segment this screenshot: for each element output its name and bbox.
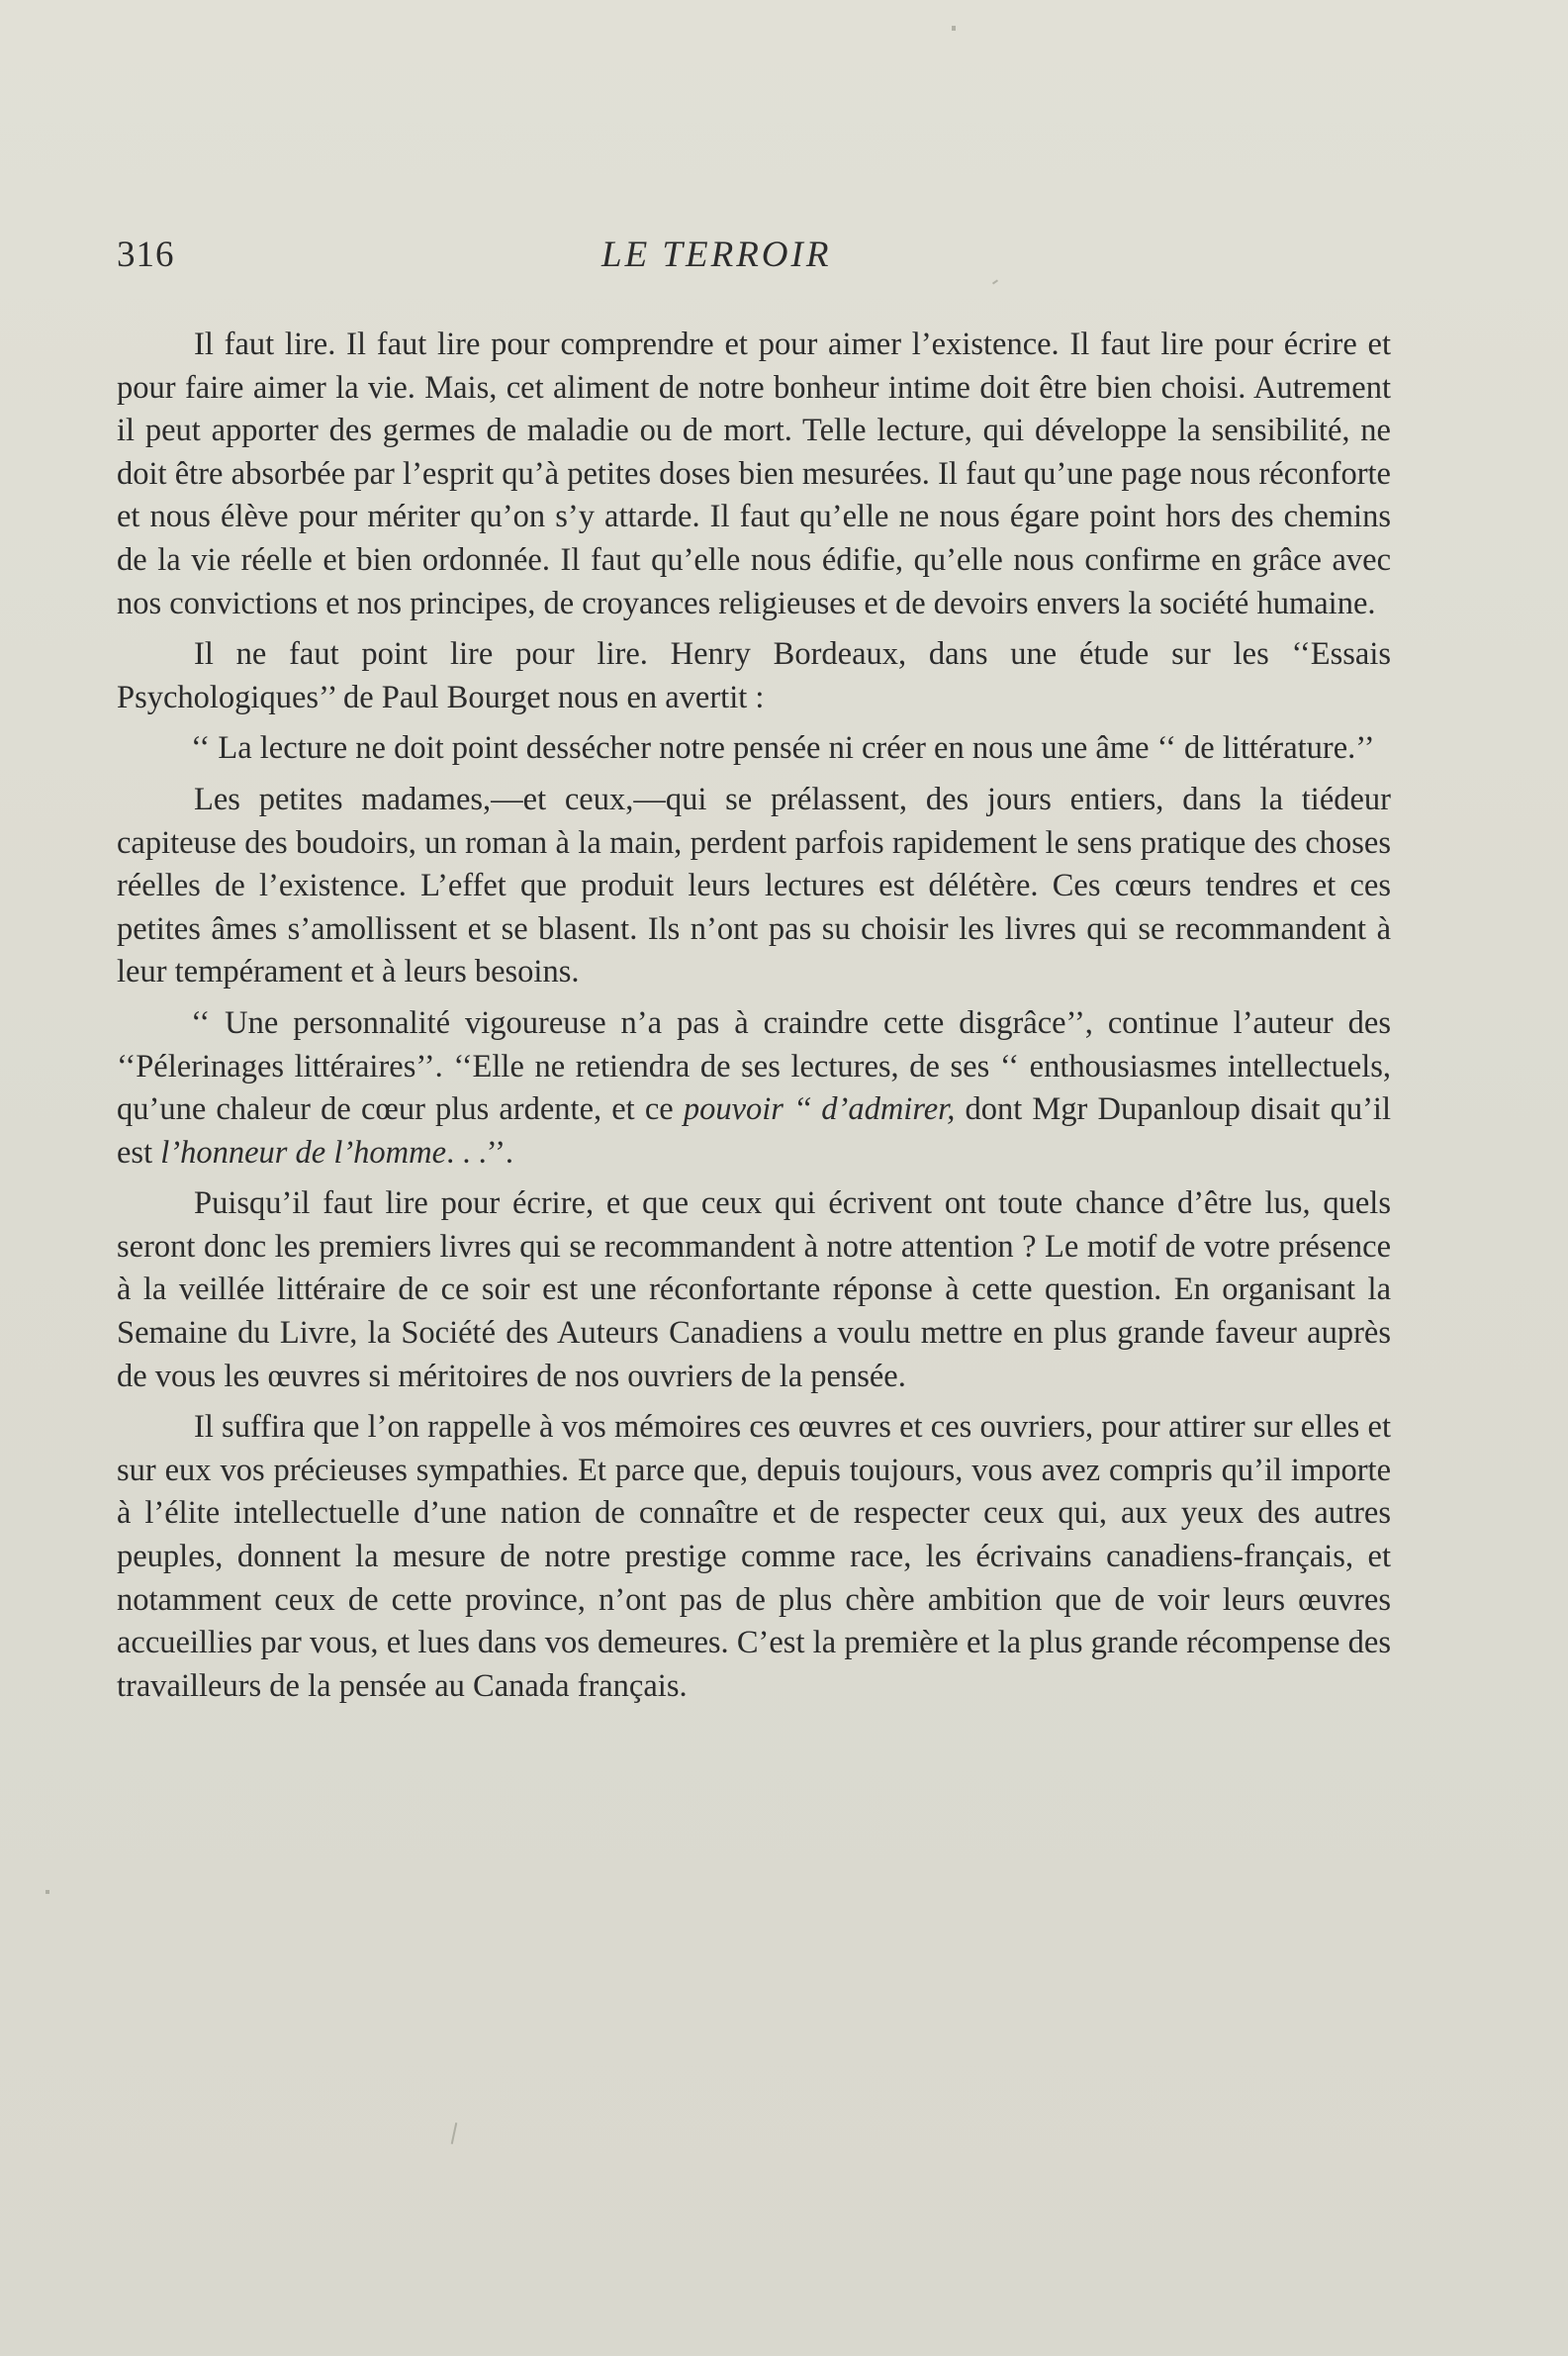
paragraph: Il suffira que l’on rappelle à vos mémoires ces œuvres et ces ouvriers, pour attirer sur elles et sur eux vos précieuses sympathies. Et parce que, depuis toujours, vous avez compris qu’il importe à l’élite intellectuelle d’une nation de connaître et de respecter ceux qui, aux yeux des autres peuples, donnent la mesure de notre prestige comme race, les écrivains canadiens-français, et notamment ceux de cette province, n’ont pas de plus chère ambition que de voir leurs œuvres accueillies par vous, et lues dans vos demeures. C’est la première et la plus grande récompense des travailleurs de la pensée au Canada français.: [117, 1409, 1391, 1704]
page-number: 316: [117, 235, 175, 275]
quote-text: ‘‘ Une personnalité vigoureuse n’a pas à craindre cette disgrâce’’, continue l’auteur des ‘‘Pélerinages littéraires’’. ‘‘Elle ne retiendra de ses lectures, de ses ‘‘ enthousiasmes intellectuels, qu’une chaleur de cœur plus ardente, et ce: [117, 1004, 1391, 1128]
quotation: ‘‘ La lecture ne doit point dessécher notre pensée ni créer en nous une âme ‘‘ de littérature.’’: [191, 730, 1375, 767]
body-text: [117, 324, 1391, 1716]
italic-phrase: l’honneur de l’homme: [160, 1134, 447, 1171]
paper-speck: [46, 1890, 49, 1894]
page-header: [117, 234, 1393, 293]
quote-text: dont Mgr Dupanloup disait qu’il est: [117, 1091, 1391, 1171]
italic-phrase: pouvoir ‘‘ d’admirer,: [683, 1091, 956, 1128]
paragraph: Il ne faut point lire pour lire. Henry Bordeaux, dans une étude sur les ‘‘Essais Psychologiques’’ de Paul Bourget nous en avertit :: [117, 636, 1391, 715]
paper-speck: [451, 2122, 458, 2144]
paragraph: Puisqu’il faut lire pour écrire, et que ceux qui écrivent ont toute chance d’être lus, quels seront donc les premiers livres qui se recommandent à notre attention ? Le motif de votre présence à la veillée littéraire de ce soir est une réconfortante réponse à cette question. En organisant la Semaine du Livre, la Société des Auteurs Canadiens a voulu mettre en plus grande faveur auprès de vous les œuvres si méritoires de nos ouvriers de la pensée.: [117, 1185, 1391, 1394]
paper-speck: [952, 26, 956, 31]
quote-text: . . .’’.: [446, 1134, 514, 1171]
quotation-paragraph: [117, 1002, 1391, 1175]
paragraph: Les petites madames,—et ceux,—qui se prélassent, des jours entiers, dans la tiédeur capiteuse des boudoirs, un roman à la main, perdent parfois rapidement le sens pratique des choses réelles de l’existence. L’effet que produit leurs lectures est délétère. Ces cœurs tendres et ces petites âmes s’amollissent et se blasent. Ils n’ont pas su choisir les livres qui se recommandent à leur tempérament et à leurs besoins.: [117, 781, 1391, 990]
running-head: LE TERROIR: [601, 235, 832, 275]
paragraph: Il faut lire. Il faut lire pour comprendre et pour aimer l’existence. Il faut lire pour écrire et pour faire aimer la vie. Mais, cet aliment de notre bonheur intime doit être bien choisi. Autrement il peut apporter des germes de maladie ou de mort. Telle lecture, qui développe la sensibilité, ne doit être absorbée par l’esprit qu’à petites doses bien mesurées. Il faut qu’une page nous réconforte et nous élève pour mériter qu’on s’y attarde. Il faut qu’elle ne nous égare point hors des chemins de la vie réelle et bien ordonnée. Il faut qu’elle nous édifie, qu’elle nous confirme en grâce avec nos convictions et nos principes, de croyances religieuses et de devoirs envers la société humaine.: [117, 327, 1391, 621]
